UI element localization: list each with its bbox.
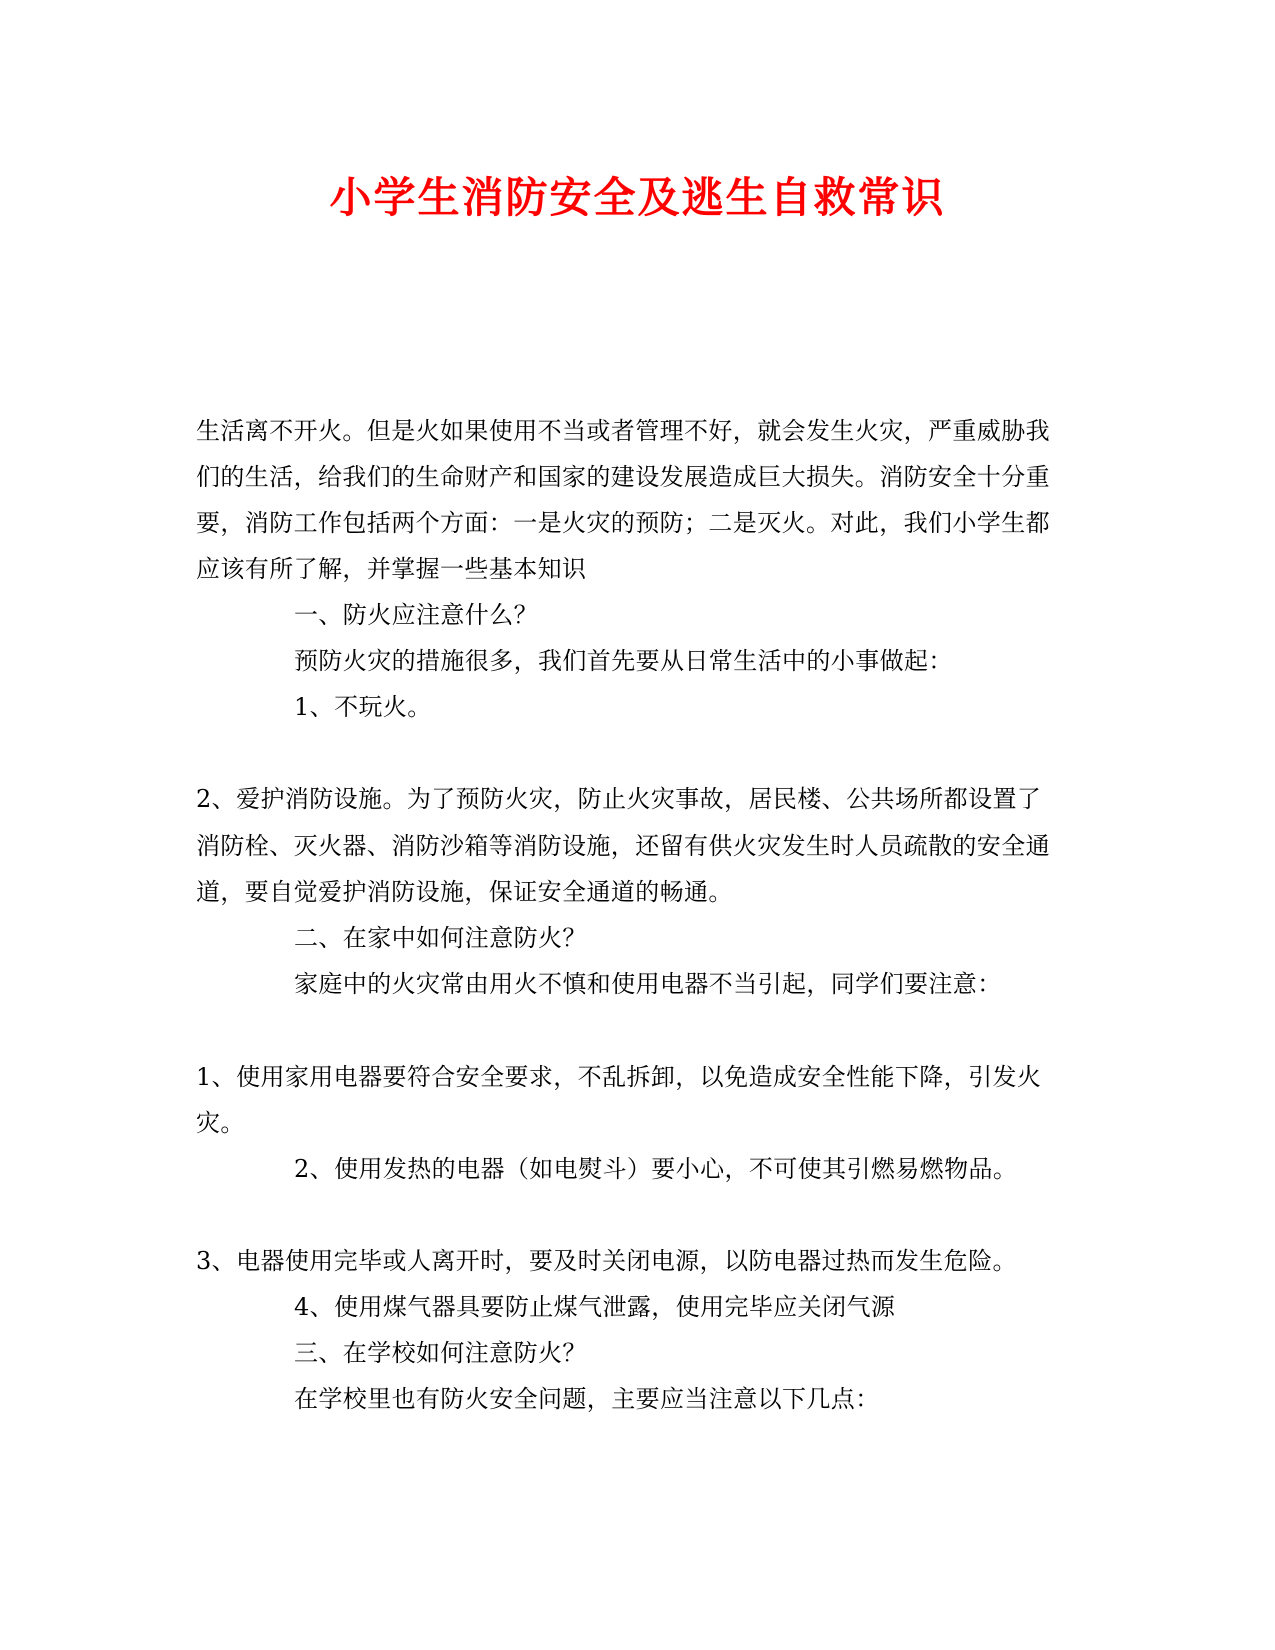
section-heading: 三、在学校如何注意防火？ [294, 1339, 587, 1367]
list-item: 2、爱护消防设施。为了预防火灾，防止火灾事故，居民楼、公共场所都设置了 [196, 785, 1042, 813]
section-heading: 一、防火应注意什么？ [294, 601, 538, 629]
paragraph-line: 们的生活，给我们的生命财产和国家的建设发展造成巨大损失。消防安全十分重 [196, 463, 1050, 491]
list-item: 3、电器使用完毕或人离开时，要及时关闭电源，以防电器过热而发生危险。 [196, 1247, 1017, 1275]
document-title: 小学生消防安全及逃生自救常识 [329, 173, 946, 222]
section-heading: 二、在家中如何注意防火？ [294, 924, 587, 952]
paragraph-line: 应该有所了解，并掌握一些基本知识 [196, 555, 587, 583]
paragraph-line: 预防火灾的措施很多，我们首先要从日常生活中的小事做起： [294, 647, 953, 675]
list-item: 2、使用发热的电器（如电熨斗）要小心，不可使其引燃易燃物品。 [294, 1155, 1018, 1183]
paragraph-line: 道，要自觉爱护消防设施，保证安全通道的畅通。 [196, 878, 733, 906]
list-item: 1、使用家用电器要符合安全要求，不乱拆卸，以免造成安全性能下降，引发火 [196, 1063, 1042, 1091]
paragraph-line: 生活离不开火。但是火如果使用不当或者管理不好，就会发生火灾，严重威胁我 [196, 417, 1050, 445]
paragraph-line: 家庭中的火灾常由用火不慎和使用电器不当引起，同学们要注意： [294, 970, 1002, 998]
list-item: 4、使用煤气器具要防止煤气泄露，使用完毕应关闭气源 [294, 1293, 896, 1321]
paragraph-line: 要，消防工作包括两个方面：一是火灾的预防；二是灭火。对此，我们小学生都 [196, 509, 1050, 537]
paragraph-line: 灾。 [196, 1109, 245, 1137]
list-item: 1、不玩火。 [294, 693, 432, 721]
paragraph-line: 在学校里也有防火安全问题，主要应当注意以下几点： [294, 1385, 880, 1413]
paragraph-line: 消防栓、灭火器、消防沙箱等消防设施，还留有供火灾发生时人员疏散的安全通 [196, 832, 1050, 860]
